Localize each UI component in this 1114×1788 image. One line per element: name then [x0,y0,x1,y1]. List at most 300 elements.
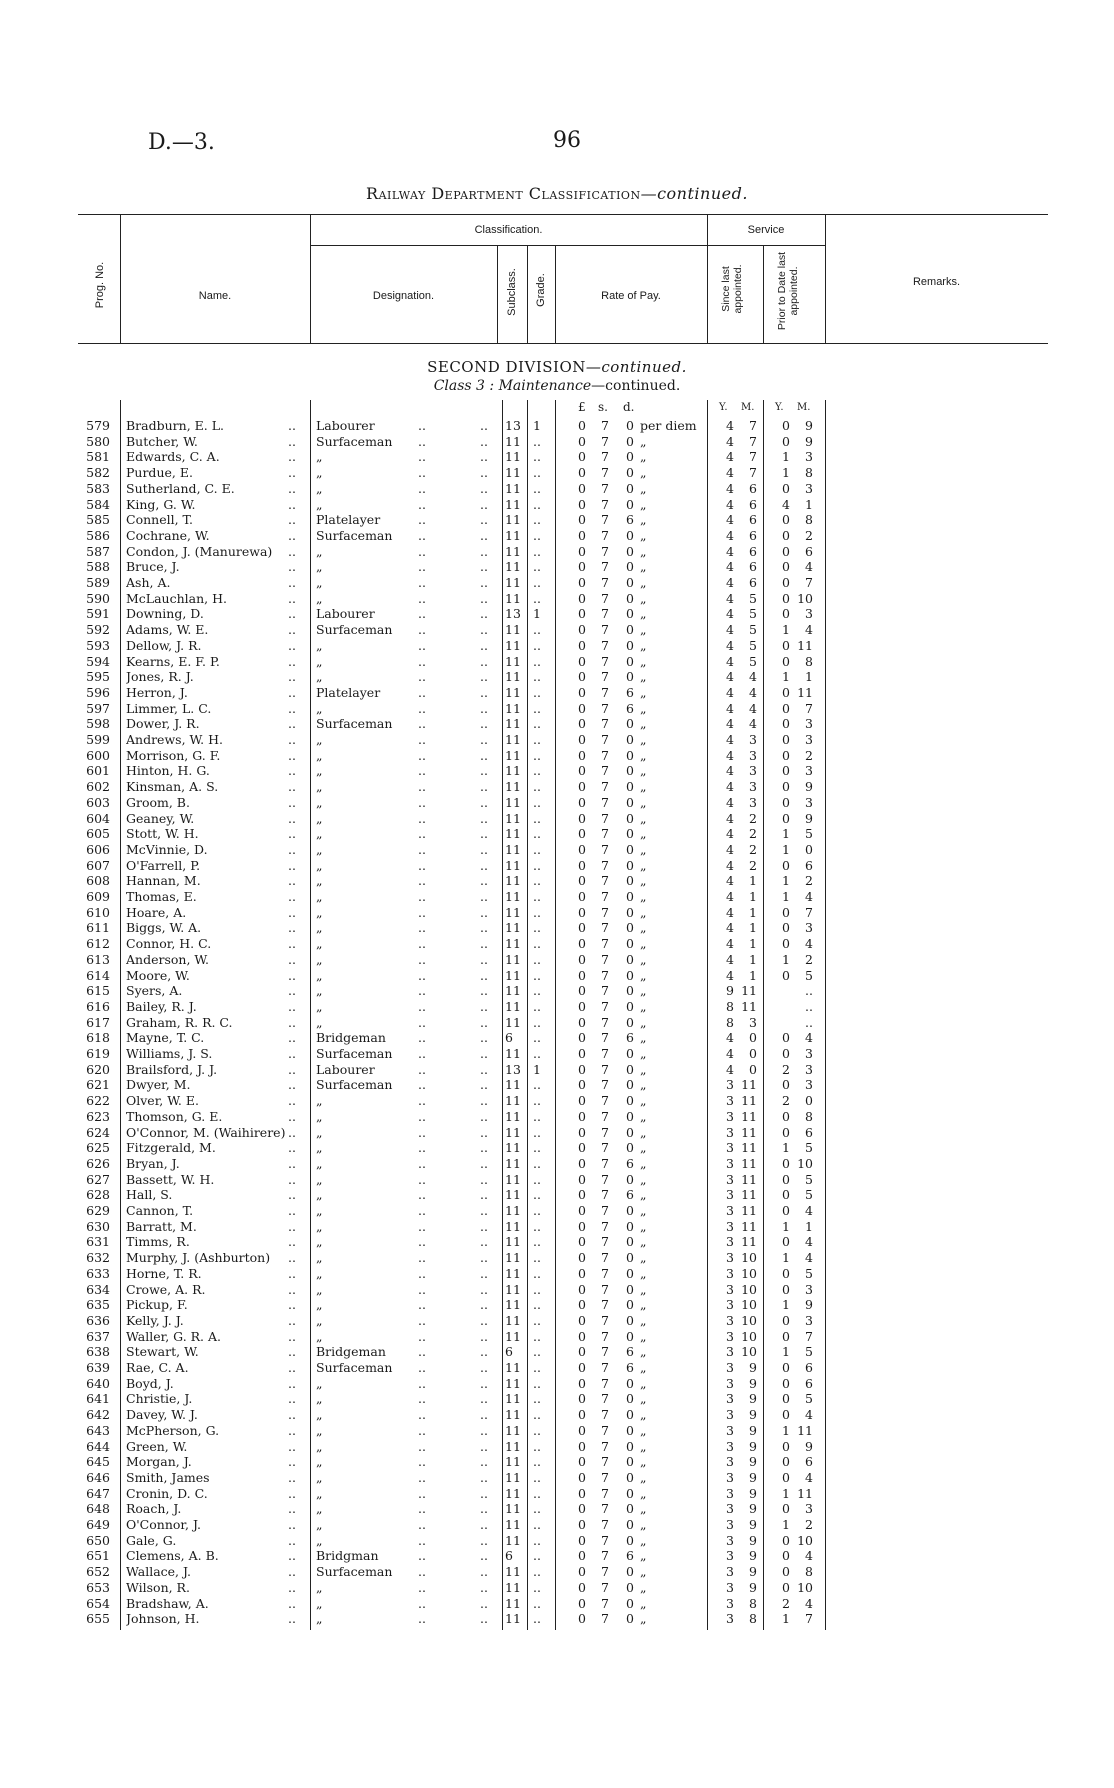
since-months-cell: 11 [741,1203,757,1218]
table-row [0,983,1114,999]
leader-dots: .. [288,527,296,543]
prior-months-cell: 5 [805,1187,813,1203]
pay-pence-cell: 0 [626,559,634,575]
leader-dots: .. [418,1203,426,1218]
prior-months-cell: 3 [805,1077,813,1093]
pay-pounds-cell: 0 [578,826,586,842]
pay-shillings-cell: 7 [601,889,609,904]
name-cell: Dellow, J. R. [126,637,202,653]
subclass-cell: 11 [505,1485,521,1501]
subclass-cell: 11 [505,1077,521,1093]
prior-years-cell: 1 [782,465,790,481]
pay-pence-cell: 0 [626,826,634,842]
table-row [0,497,1114,513]
leader-dots: .. [418,1140,426,1156]
leader-dots: .. [480,1250,488,1266]
prog-no-cell: 584 [86,496,110,512]
leader-dots: .. [480,716,488,732]
pay-shillings-cell: 7 [601,1108,609,1124]
leader-dots: .. [480,841,488,857]
leader-dots: .. [480,1077,488,1093]
pay-pounds-cell: 0 [578,512,586,528]
pay-pence-cell: 0 [626,653,634,669]
since-years-cell: 4 [726,512,734,528]
prior-months-cell: 0 [805,1093,813,1109]
leader-dots: .. [480,527,488,543]
leader-dots: .. [480,575,488,590]
pay-pence-cell: 0 [626,1454,634,1470]
leader-dots: .. [288,1579,296,1595]
pay-note-cell: „ [640,1234,647,1250]
prior-months-cell: 3 [805,1046,813,1061]
leader-dots: .. [480,543,488,559]
pay-pence-cell: 0 [626,841,634,857]
prog-no-cell: 652 [86,1564,110,1580]
table-row [0,638,1114,654]
header-rate-of-pay: Rate of Pay. [601,290,661,302]
pay-shillings-cell: 7 [601,1579,609,1595]
pay-pounds-cell: 0 [578,700,586,716]
prior-years-cell: 0 [782,1234,790,1250]
grade-cell: .. [533,1375,541,1391]
leader-dots: .. [418,1108,426,1124]
leader-dots: .. [418,669,426,685]
prog-no-cell: 585 [86,512,110,528]
pay-shillings-cell: 7 [601,527,609,543]
subclass-cell: 11 [505,716,521,732]
since-years-cell: 4 [726,732,734,747]
prior-years-cell: 0 [782,1375,790,1391]
prog-no-cell: 595 [86,669,110,685]
table-row [0,732,1114,748]
table-row [0,1297,1114,1313]
prior-years-cell: 0 [782,590,790,606]
prog-no-cell: 589 [86,575,110,590]
pay-note-cell: „ [640,465,647,481]
pay-shillings-cell: 7 [601,1014,609,1030]
prog-no-cell: 618 [86,1030,110,1046]
leader-dots: .. [288,716,296,732]
prior-years-cell: 0 [782,559,790,575]
leader-dots: .. [288,1517,296,1532]
designation-cell: Surfaceman [316,527,393,543]
table-row [0,1266,1114,1282]
pay-pounds-cell: 0 [578,779,586,795]
leader-dots: .. [288,653,296,669]
designation-cell: Labourer [316,1061,375,1077]
table-row [0,1109,1114,1125]
pay-note-cell: „ [640,794,647,810]
pay-note-cell: „ [640,512,647,528]
table-row [0,606,1114,622]
since-years-cell: 4 [726,637,734,653]
prior-years-cell: 0 [782,1532,790,1548]
leader-dots: .. [480,559,488,575]
prior-months-cell: 5 [805,1171,813,1187]
leader-dots: .. [418,920,426,936]
subclass-cell: 11 [505,1407,521,1423]
subclass-cell: 11 [505,794,521,810]
since-months-cell: 4 [749,669,757,685]
pay-pence-cell: 0 [626,1140,634,1156]
pay-shillings-cell: 7 [601,637,609,653]
grade-cell: .. [533,1218,541,1234]
pay-pounds-cell: 0 [578,1454,586,1470]
grade-cell: 1 [533,1061,541,1077]
subclass-cell: 6 [505,1030,513,1046]
designation-cell: Bridgeman [316,1030,386,1046]
unit-pound: £ [578,400,586,414]
leader-dots: .. [288,1501,296,1517]
leader-dots: .. [288,1187,296,1203]
pay-shillings-cell: 7 [601,590,609,606]
pay-note-cell: „ [640,622,647,638]
leader-dots: .. [418,1422,426,1438]
prior-years-cell: 1 [782,1611,790,1627]
name-cell: Clemens, A. B. [126,1548,219,1564]
leader-dots: .. [288,480,296,496]
grade-cell: .. [533,1328,541,1344]
leader-dots: .. [480,951,488,967]
pay-pounds-cell: 0 [578,418,586,433]
prior-years-cell: 1 [782,1297,790,1313]
leader-dots: .. [288,1297,296,1313]
leader-dots: .. [480,637,488,653]
prior-months-cell: 4 [805,1234,813,1250]
subclass-cell: 11 [505,1014,521,1030]
prior-years-cell: 0 [782,920,790,936]
subclass-cell: 11 [505,747,521,763]
table-row [0,889,1114,905]
prior-years-cell: 0 [782,1124,790,1140]
prior-months-cell: 7 [805,575,813,590]
pay-note-cell: „ [640,449,647,465]
since-years-cell: 3 [726,1438,734,1454]
since-years-cell: 4 [726,496,734,512]
pay-note-cell: „ [640,1501,647,1517]
pay-shillings-cell: 7 [601,559,609,575]
pay-pence-cell: 0 [626,998,634,1014]
pay-pence-cell: 0 [626,527,634,543]
pay-shillings-cell: 7 [601,1187,609,1203]
leader-dots: .. [480,1046,488,1061]
prior-months-cell: 7 [805,1611,813,1627]
pay-shillings-cell: 7 [601,1140,609,1156]
pay-note-cell: „ [640,1061,647,1077]
table-row [0,465,1114,481]
pay-pounds-cell: 0 [578,1422,586,1438]
pay-pence-cell: 0 [626,794,634,810]
pay-shillings-cell: 7 [601,716,609,732]
designation-cell: „ [316,794,323,810]
prior-years-cell: 0 [782,512,790,528]
prior-years-cell: 2 [782,1061,790,1077]
pay-shillings-cell: 7 [601,512,609,528]
leader-dots: .. [288,1265,296,1281]
grade-cell: .. [533,857,541,873]
prog-no-cell: 641 [86,1391,110,1407]
since-years-cell: 4 [726,967,734,983]
leader-dots: .. [418,732,426,747]
name-cell: King, G. W. [126,496,196,512]
grade-cell: .. [533,1265,541,1281]
prior-years-cell: 1 [782,826,790,842]
table-row [0,1501,1114,1517]
pay-pence-cell: 0 [626,1281,634,1297]
pay-note-cell: „ [640,1093,647,1109]
since-months-cell: 9 [749,1407,757,1423]
since-months-cell: 10 [741,1281,757,1297]
prog-no-cell: 624 [86,1124,110,1140]
subclass-cell: 11 [505,1187,521,1203]
pay-shillings-cell: 7 [601,669,609,685]
prior-months-cell: 3 [805,1281,813,1297]
leader-dots: .. [480,590,488,606]
prog-no-cell: 601 [86,763,110,779]
prior-years-cell: 0 [782,700,790,716]
pay-pence-cell: 0 [626,1469,634,1485]
leader-dots: .. [480,873,488,889]
leader-dots: .. [418,1234,426,1250]
leader-dots: .. [418,1391,426,1407]
since-months-cell: 10 [741,1344,757,1360]
pay-pence-cell: 0 [626,1046,634,1061]
name-cell: Bryan, J. [126,1155,180,1171]
leader-dots: .. [480,669,488,685]
prior-years-cell: 0 [782,1312,790,1328]
pay-note-cell: „ [640,1281,647,1297]
designation-cell: Labourer [316,606,375,622]
leader-dots: .. [480,1234,488,1250]
name-cell: Geaney, W. [126,810,195,826]
leader-dots: .. [288,590,296,606]
pay-shillings-cell: 7 [601,841,609,857]
leader-dots: .. [418,1297,426,1313]
prior-months-cell: 9 [805,810,813,826]
leader-dots: .. [480,700,488,716]
name-cell: Bruce, J. [126,559,180,575]
prior-years-cell: 1 [782,951,790,967]
subclass-cell: 11 [505,763,521,779]
leader-dots: .. [418,1532,426,1548]
subclass-cell: 11 [505,810,521,826]
since-months-cell: 11 [741,1218,757,1234]
prior-years-cell: 0 [782,1108,790,1124]
prior-years-cell: 0 [782,1454,790,1470]
since-months-cell: 11 [741,1140,757,1156]
leader-dots: .. [418,1595,426,1611]
prior-years-cell: 1 [782,1485,790,1501]
pay-pounds-cell: 0 [578,1093,586,1109]
pay-pounds-cell: 0 [578,1250,586,1266]
grade-cell: .. [533,794,541,810]
leader-dots: .. [480,449,488,465]
leader-dots: .. [288,1375,296,1391]
subclass-cell: 11 [505,1234,521,1250]
prior-years-cell: 0 [782,1579,790,1595]
since-months-cell: 8 [749,1611,757,1627]
pay-shillings-cell: 7 [601,1564,609,1580]
leader-dots: .. [418,1061,426,1077]
leader-dots: .. [480,904,488,920]
leader-dots: .. [480,1171,488,1187]
since-months-cell: 11 [741,1108,757,1124]
pay-note-cell: „ [640,1265,647,1281]
name-cell: Horne, T. R. [126,1265,202,1281]
header-subclass: Subclass. [506,268,518,316]
table-row [0,1046,1114,1062]
grade-cell: .. [533,559,541,575]
name-cell: Ash, A. [126,575,171,590]
pay-pence-cell: 0 [626,1093,634,1109]
grade-cell: .. [533,1297,541,1313]
subclass-cell: 11 [505,904,521,920]
pay-pence-cell: 0 [626,1297,634,1313]
designation-cell: „ [316,496,323,512]
table-row [0,544,1114,560]
pay-note-cell: „ [640,575,647,590]
table-row [0,763,1114,779]
table-row [0,1313,1114,1329]
grade-cell: .. [533,841,541,857]
pay-pence-cell: 0 [626,669,634,685]
leader-dots: .. [418,637,426,653]
name-cell: Hall, S. [126,1187,173,1203]
grade-cell: .. [533,716,541,732]
leader-dots: .. [480,1422,488,1438]
pay-note-cell: „ [640,480,647,496]
leader-dots: .. [288,904,296,920]
pay-pounds-cell: 0 [578,1611,586,1627]
since-months-cell: 6 [749,480,757,496]
prior-years-cell: 0 [782,1203,790,1218]
subclass-cell: 11 [505,669,521,685]
pay-note-cell: „ [640,1312,647,1328]
pay-pence-cell: 0 [626,590,634,606]
pay-pence-cell: 0 [626,1234,634,1250]
subclass-cell: 11 [505,684,521,700]
leader-dots: .. [418,1360,426,1375]
prior-years-cell: 0 [782,606,790,622]
prior-months-cell: 3 [805,794,813,810]
leader-dots: .. [418,967,426,983]
since-months-cell: 10 [741,1312,757,1328]
table-row [0,1533,1114,1549]
since-years-cell: 4 [726,1046,734,1061]
pay-shillings-cell: 7 [601,1297,609,1313]
pay-pence-cell: 0 [626,1328,634,1344]
grade-cell: .. [533,1312,541,1328]
name-cell: Bradshaw, A. [126,1595,209,1611]
name-cell: Jones, R. J. [126,669,194,685]
leader-dots: .. [480,418,488,433]
since-years-cell: 3 [726,1124,734,1140]
since-years-cell: 3 [726,1407,734,1423]
since-months-cell: 0 [749,1046,757,1061]
leader-dots: .. [288,418,296,433]
prior-months-cell: 4 [805,1407,813,1423]
since-years-cell: 4 [726,559,734,575]
prior-months-cell: 0 [805,841,813,857]
prior-months-cell: .. [805,1014,813,1030]
pay-pence-cell: 0 [626,1203,634,1218]
leader-dots: .. [288,1469,296,1485]
pay-pence-cell: 0 [626,904,634,920]
prog-no-cell: 606 [86,841,110,857]
name-cell: Syers, A. [126,983,183,999]
table-row [0,873,1114,889]
pay-shillings-cell: 7 [601,1077,609,1093]
pay-pence-cell: 0 [626,496,634,512]
designation-cell: „ [316,810,323,826]
pay-pence-cell: 0 [626,1077,634,1093]
table-row [0,1172,1114,1188]
leader-dots: .. [480,1360,488,1375]
pay-shillings-cell: 7 [601,480,609,496]
prior-months-cell: 2 [805,873,813,889]
grade-cell: .. [533,1171,541,1187]
since-months-cell: 1 [749,936,757,952]
since-months-cell: 6 [749,575,757,590]
prior-years-cell: 0 [782,543,790,559]
leader-dots: .. [288,951,296,967]
table-row [0,1517,1114,1533]
leader-dots: .. [418,1077,426,1093]
pay-note-cell: „ [640,983,647,999]
pay-pounds-cell: 0 [578,1218,586,1234]
pay-pounds-cell: 0 [578,1469,586,1485]
prog-no-cell: 603 [86,794,110,810]
leader-dots: .. [480,1203,488,1218]
name-cell: McPherson, G. [126,1422,220,1438]
pay-pounds-cell: 0 [578,1344,586,1360]
pay-pence-cell: 0 [626,418,634,433]
subclass-cell: 11 [505,1564,521,1580]
since-months-cell: 5 [749,622,757,638]
pay-pounds-cell: 0 [578,794,586,810]
table-row [0,1125,1114,1141]
prog-no-cell: 579 [86,418,110,433]
pay-pence-cell: 0 [626,1171,634,1187]
pay-note-cell: „ [640,998,647,1014]
subclass-cell: 13 [505,606,521,622]
prior-months-cell: .. [805,998,813,1014]
subclass-cell: 11 [505,543,521,559]
leader-dots: .. [480,747,488,763]
name-cell: Kelly, J. J. [126,1312,184,1328]
prior-months-cell: 5 [805,1265,813,1281]
leader-dots: .. [418,763,426,779]
leader-dots: .. [418,575,426,590]
pay-note-cell: „ [640,1517,647,1532]
name-cell: Edwards, C. A. [126,449,220,465]
leader-dots: .. [480,653,488,669]
subclass-cell: 11 [505,857,521,873]
since-months-cell: 7 [749,433,757,449]
leader-dots: .. [418,1312,426,1328]
prog-no-cell: 597 [86,700,110,716]
since-years-cell: 4 [726,700,734,716]
designation-cell: „ [316,1234,323,1250]
pay-note-cell: „ [640,606,647,622]
leader-dots: .. [288,1564,296,1580]
prog-no-cell: 592 [86,622,110,638]
pay-note-cell: „ [640,1485,647,1501]
designation-cell: „ [316,1422,323,1438]
leader-dots: .. [480,606,488,622]
leader-dots: .. [418,904,426,920]
grade-cell: .. [533,590,541,606]
